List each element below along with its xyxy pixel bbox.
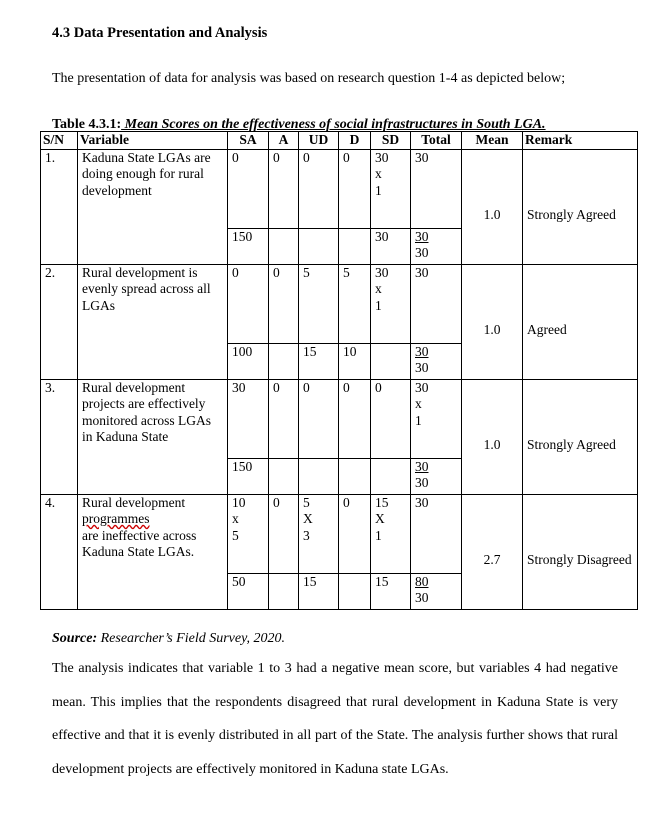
total-denominator: 30 <box>415 360 429 376</box>
cell-mean: 1.0 <box>462 379 523 494</box>
source-label: Source: <box>52 631 98 646</box>
cell-sn: 1. <box>41 149 78 264</box>
cell-sa: 30 <box>228 379 269 458</box>
table-caption-text: Mean Scores on the effectiveness of social infrastructures in South LGA. <box>121 117 546 132</box>
table-header-row <box>41 132 638 150</box>
sa-weight: 5 <box>232 527 239 543</box>
sa-value: 10 <box>232 494 246 510</box>
sub-sd <box>371 343 411 379</box>
table-row-1 <box>41 149 638 228</box>
total-denominator: 30 <box>415 245 429 261</box>
variable-line-c: are ineffective across Kaduna State LGAs. <box>82 527 197 559</box>
cell-total: 30 <box>411 264 462 343</box>
sub-ud: 15 <box>299 343 339 379</box>
table-row-2 <box>41 264 638 343</box>
total-numerator: 30 <box>415 228 429 244</box>
sub-total <box>411 458 462 494</box>
total-value: 30 <box>415 379 429 395</box>
sub-total <box>411 343 462 379</box>
col-header-remark: Remark <box>523 132 638 150</box>
cell-sd <box>371 149 411 228</box>
sub-sa: 150 <box>228 228 269 264</box>
cell-sa: 0 <box>228 264 269 343</box>
table-row-4 <box>41 494 638 573</box>
total-denominator: 30 <box>415 475 429 491</box>
total-numerator: 80 <box>415 573 429 589</box>
sub-sa: 150 <box>228 458 269 494</box>
table-caption-label: Table 4.3.1 <box>52 117 117 132</box>
ud-times: X <box>303 511 313 526</box>
cell-d: 0 <box>339 149 371 228</box>
cell-ud: 0 <box>299 149 339 228</box>
sd-times: x <box>375 281 382 296</box>
source-text: Researcher’s Field Survey, 2020. <box>97 631 286 646</box>
cell-remark: Strongly Disagreed <box>523 494 638 609</box>
cell-a: 0 <box>269 494 299 573</box>
cell-mean: 2.7 <box>462 494 523 609</box>
cell-total: 30 <box>411 149 462 228</box>
col-header-sn: S/N <box>41 132 78 150</box>
cell-mean: 1.0 <box>462 149 523 264</box>
mean-scores-table <box>40 131 638 610</box>
sub-sd: 30 <box>371 228 411 264</box>
sub-d <box>339 458 371 494</box>
sd-weight: 1 <box>375 297 382 313</box>
total-numerator: 30 <box>415 343 429 359</box>
cell-a: 0 <box>269 379 299 458</box>
col-header-d: D <box>339 132 371 150</box>
sd-value: 30 <box>375 149 389 165</box>
sub-sa: 50 <box>228 573 269 609</box>
cell-mean: 1.0 <box>462 264 523 379</box>
cell-ud: 5 <box>299 264 339 343</box>
sub-a <box>269 343 299 379</box>
sub-d <box>339 573 371 609</box>
col-header-ud: UD <box>299 132 339 150</box>
analysis-paragraph: The analysis indicates that variable 1 to 3 had a negative mean score, but variables 4 had negative mean. This implies that the respondents disagreed that rural development in Kaduna State is very effective and that it is evenly distributed in all part of the State. The analysis further shows that rural development projects are effectively monitored in Kaduna state LGAs. <box>52 661 618 777</box>
sd-weight: 1 <box>375 182 382 198</box>
cell-variable <box>78 494 228 609</box>
sub-sd <box>371 458 411 494</box>
cell-sa: 0 <box>228 149 269 228</box>
cell-d: 5 <box>339 264 371 343</box>
cell-d: 0 <box>339 494 371 573</box>
total-times: x <box>415 396 422 411</box>
sub-ud <box>299 458 339 494</box>
col-header-mean: Mean <box>462 132 523 150</box>
cell-sa <box>228 494 269 573</box>
col-header-variable: Variable <box>78 132 228 150</box>
intro-text: The presentation of data for analysis was based on research question 1-4 as depicted below; <box>52 71 566 86</box>
sd-times: x <box>375 166 382 181</box>
cell-sd <box>371 494 411 573</box>
sd-times: X <box>375 511 385 526</box>
table-caption-colon: : <box>116 117 122 132</box>
sub-a <box>269 573 299 609</box>
sa-times: x <box>232 511 239 526</box>
sub-total <box>411 228 462 264</box>
cell-total <box>411 379 462 458</box>
ud-weight: 3 <box>303 527 310 543</box>
sub-a <box>269 458 299 494</box>
variable-line-b: programmes <box>82 511 150 526</box>
cell-variable: Rural development is evenly spread across all LGAs <box>78 264 228 379</box>
section-heading: 4.3 Data Presentation and Analysis <box>52 25 268 41</box>
cell-d: 0 <box>339 379 371 458</box>
cell-sn: 4. <box>41 494 78 609</box>
col-header-total: Total <box>411 132 462 150</box>
sd-value: 30 <box>375 264 389 280</box>
sd-weight: 1 <box>375 527 382 543</box>
cell-ud: 0 <box>299 379 339 458</box>
total-weight: 1 <box>415 412 422 428</box>
table-source <box>52 631 285 647</box>
table-row-3 <box>41 379 638 458</box>
cell-remark: Strongly Agreed <box>523 379 638 494</box>
sub-sa: 100 <box>228 343 269 379</box>
sub-ud: 15 <box>299 573 339 609</box>
cell-variable: Rural development projects are effectively monitored across LGAs in Kaduna State <box>78 379 228 494</box>
cell-remark: Strongly Agreed <box>523 149 638 264</box>
col-header-a: A <box>269 132 299 150</box>
variable-line-a: Rural development <box>82 494 186 510</box>
sub-d: 10 <box>339 343 371 379</box>
sub-sd: 15 <box>371 573 411 609</box>
cell-variable: Kaduna State LGAs are doing enough for rural development <box>78 149 228 264</box>
cell-sd: 0 <box>371 379 411 458</box>
cell-sn: 3. <box>41 379 78 494</box>
col-header-sd: SD <box>371 132 411 150</box>
cell-total: 30 <box>411 494 462 573</box>
sub-d <box>339 228 371 264</box>
sub-a <box>269 228 299 264</box>
sub-total <box>411 573 462 609</box>
ud-value: 5 <box>303 494 310 510</box>
cell-sn: 2. <box>41 264 78 379</box>
col-header-sa: SA <box>228 132 269 150</box>
cell-sd <box>371 264 411 343</box>
cell-a: 0 <box>269 264 299 343</box>
sub-ud <box>299 228 339 264</box>
cell-a: 0 <box>269 149 299 228</box>
cell-remark: Agreed <box>523 264 638 379</box>
sd-value: 15 <box>375 494 389 510</box>
total-numerator: 30 <box>415 458 429 474</box>
cell-ud <box>299 494 339 573</box>
total-denominator: 30 <box>415 590 429 606</box>
